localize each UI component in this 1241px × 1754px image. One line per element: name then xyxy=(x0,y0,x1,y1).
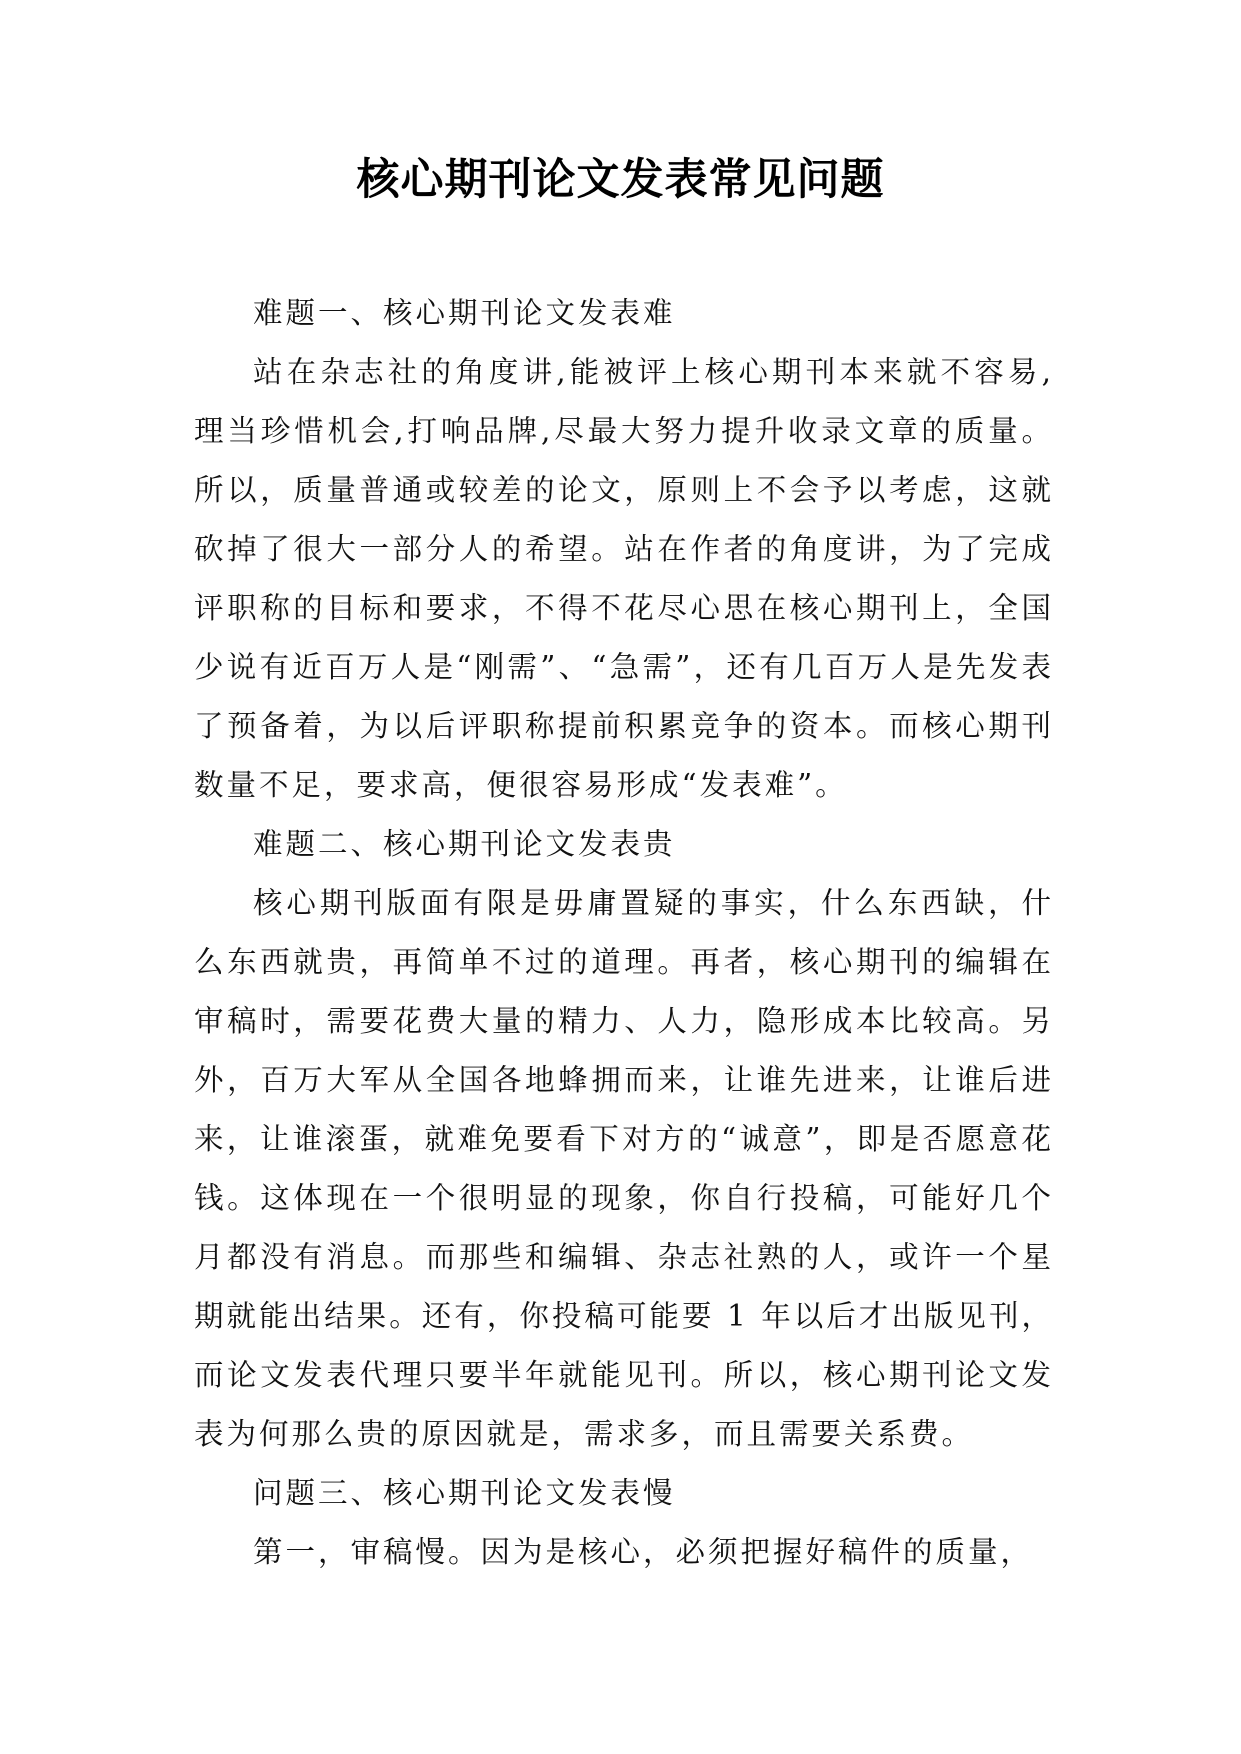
heading-problem-three: 问题三、核心期刊论文发表慢 xyxy=(253,1476,676,1510)
document-body xyxy=(194,284,1054,1582)
paragraph-problem-three: 第一，审稿慢。因为是核心，必须把握好稿件的质量， xyxy=(253,1535,1034,1569)
paragraph-problem-two: 核心期刊版面有限是毋庸置疑的事实，什么东西缺，什么东西就贵，再简单不过的道理。再者，核心期刊的编辑在审稿时，需要花费大量的精力、人力，隐形成本比较高。另外，百万大军从全国各地蜂拥而来，让谁先进来，让谁后进来，让谁滚蛋，就难免要看下对方的“诚意”，即是否愿意花钱。这体现在一个很明显的现象，你自行投稿，可能好几个月都没有消息。而那些和编辑、杂志社熟的人，或许一个星期就能出结果。还有，你投稿可能要 1 年以后才出版见刊，而论文发表代理只要半年就能见刊。所以，核心期刊论文发表为何那么贵的原因就是，需求多，而且需要关系费。 xyxy=(194,886,1054,1451)
paragraph-problem-one: 站在杂志社的角度讲,能被评上核心期刊本来就不容易,理当珍惜机会,打响品牌,尽最大努力提升收录文章的质量。所以，质量普通或较差的论文，原则上不会予以考虑，这就砍掉了很大一部分人的希望。站在作者的角度讲，为了完成评职称的目标和要求，不得不花尽心思在核心期刊上，全国少说有近百万人是“刚需”、“急需”，还有几百万人是先发表了预备着，为以后评职称提前积累竞争的资本。而核心期刊数量不足，要求高，便很容易形成“发表难”。 xyxy=(194,355,1054,802)
document-title: 核心期刊论文发表常见问题 xyxy=(356,155,885,205)
heading-problem-two: 难题二、核心期刊论文发表贵 xyxy=(253,827,676,861)
heading-problem-one: 难题一、核心期刊论文发表难 xyxy=(253,296,676,330)
